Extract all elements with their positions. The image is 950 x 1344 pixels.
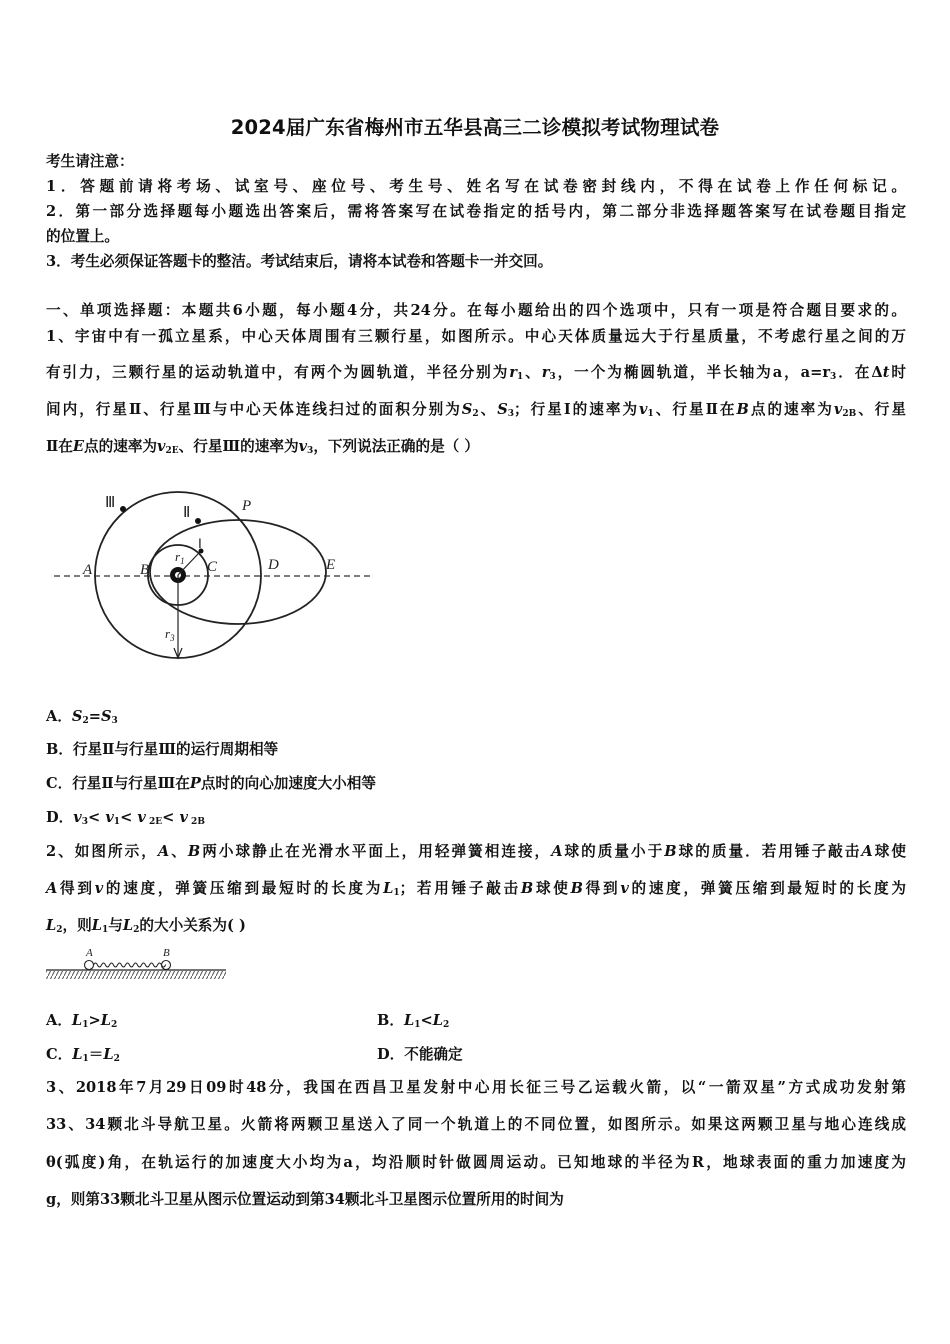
page-title: 2024届广东省梅州市五华县高三二诊模拟考试物理试卷 (230, 116, 720, 139)
q3-line-3: θ(弧度)角，在轨运行的加速度大小均为a，均沿顺时针做圆周运动。已知地球的半径为R，地球表面的重力加速度为 (46, 1154, 906, 1171)
label-b: B (140, 562, 150, 578)
notice-item-2-cont: 的位置上。 (46, 228, 119, 245)
q1-option-d: D．$v_3< v_1< v$ $_{2E}$< v $_{2B}$ (46, 809, 205, 827)
q1-line-3: 间内，行星Ⅱ、行星Ⅲ与中心天体连线扫过的面积分别为$S_2$、$S_3$；行星Ⅰ的速率为$v_1$、行星Ⅱ在B点的速率为$v_{2B}$、行星 (46, 401, 906, 419)
planet-ii (195, 518, 201, 524)
q2-line-1: 2、如图所示，A、B两小球静止在光滑水平面上，用轻弹簧相连接，A球的质量小于B球的质量．若用锤子敲击A球使 (46, 843, 906, 860)
spring-diagram (44, 944, 229, 984)
notice-heading: 考生请注意： (46, 153, 134, 170)
label-c: C (207, 559, 218, 575)
ball-a (85, 961, 94, 970)
q3-line-2: 33、34颗北斗导航卫星。火箭将两颗卫星送入了同一个轨道上的不同位置，如图所示。如果这两颗卫星与地心连线成 (46, 1116, 906, 1133)
q2-option-a: A．$L_1>L_2$ (46, 1012, 118, 1030)
label-a: A (83, 562, 93, 578)
label-d: D (268, 557, 279, 573)
label-i: Ⅰ (198, 536, 202, 551)
spring (94, 963, 167, 967)
q3-line-1: 3、2018年7月29日09时48分，我国在西昌卫星发射中心用长征三号乙运载火箭，以“一箭双星”方式成功发射第 (46, 1079, 906, 1096)
label-ball-a: A (86, 947, 93, 959)
ground-hatch (46, 971, 226, 979)
section-heading: 一、单项选择题：本题共6小题，每小题4分，共24分。在每小题给出的四个选项中，只有一项是符合题目要求的。 (46, 302, 906, 319)
q3-line-4: g，则第33颗北斗卫星从图示位置运动到第34颗北斗卫星图示位置所用的时间为 (46, 1191, 564, 1208)
q1-option-b: B．行星Ⅱ与行星Ⅲ的运行周期相等 (46, 741, 279, 758)
label-ii: Ⅱ (183, 505, 191, 521)
label-p: P (242, 498, 252, 514)
q1-option-c: C．行星Ⅱ与行星Ⅲ在P点时的向心加速度大小相等 (46, 775, 376, 792)
label-r3: $r_3$ (165, 626, 175, 643)
label-iii: Ⅲ (105, 495, 116, 511)
q2-option-b: B．$L_1<L_2$ (377, 1012, 450, 1030)
q1-line-1: 1、宇宙中有一孤立星系，中心天体周围有三颗行星，如图所示。中心天体质量远大于行星质量，不考虑行星之间的万 (46, 328, 906, 345)
q1-line-4: Ⅱ在E点的速率为$v_{2E}$、行星Ⅲ的速率为$v_3$，下列说法正确的是（ ） (46, 438, 479, 456)
q2-line-3: $L_2$，则$L_1$与$L_2$的大小关系为( ) (46, 917, 246, 935)
q1-line-2: 有引力，三颗行星的运动轨道中，有两个为圆轨道，半径分别为$r_1$、$r_3$，一个为椭圆轨道，半长轴为a，$a=r_3$．在Δt时 (46, 364, 906, 382)
q1-option-a: A．$S_2=S_3$ (46, 708, 118, 726)
q2-line-2: A得到v的速度，弹簧压缩到最短时的长度为$L_1$；若用锤子敲击B球使B得到v的速度，弹簧压缩到最短时的长度为 (46, 880, 906, 898)
notice-item-2: 2．第一部分选择题每小题选出答案后，需将答案写在试卷指定的括号内，第二部分非选择题答案写在试卷题目指定 (46, 203, 906, 220)
q2-option-c: C．$L_1=L_2$ (46, 1046, 120, 1064)
q2-option-d: D．不能确定 (377, 1046, 463, 1063)
label-e: E (326, 557, 336, 573)
notice-item-1: 1．答题前请将考场、试室号、座位号、考生号、姓名写在试卷密封线内，不得在试卷上作任何标记。 (46, 178, 906, 195)
orbit-diagram (50, 478, 380, 668)
label-ball-b: B (163, 947, 170, 959)
label-r1: $r_1$ (175, 549, 185, 566)
planet-iii (120, 506, 126, 512)
notice-item-3: 3．考生必须保证答题卡的整洁。考试结束后，请将本试卷和答题卡一并交回。 (46, 253, 553, 270)
